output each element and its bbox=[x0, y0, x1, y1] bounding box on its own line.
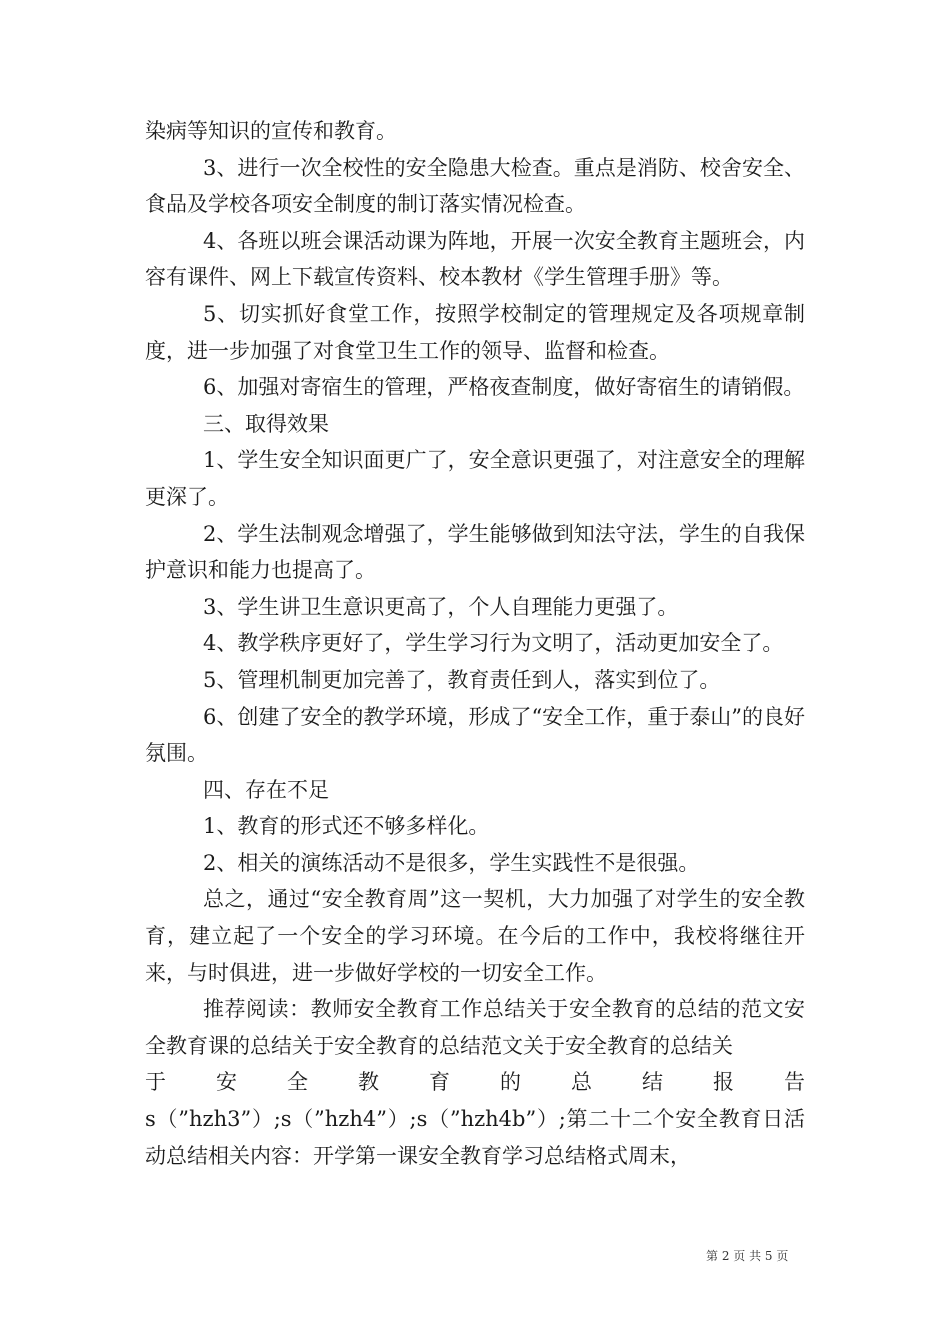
paragraph: 4、各班以班会课活动课为阵地，开展一次安全教育主题班会，内容有课件、网上下载宣传资料、校本教材《学生管理手册》等。 bbox=[145, 228, 805, 290]
recommended-reading-tail: s（”hzh3”）;s（”hzh4”）;s（”hzh4b”）;第二十二个安全教育日活动总结相关内容：开学第一课安全教育学习总结格式周末， bbox=[145, 1107, 805, 1168]
paragraph: 5、管理机制更加完善了，教育责任到人，落实到位了。 bbox=[203, 667, 721, 692]
paragraph: 1、教育的形式还不够多样化。 bbox=[203, 814, 490, 839]
paragraph: 染病等知识的宣传和教育。 bbox=[145, 119, 397, 143]
paragraph: 6、加强对寄宿生的管理，严格夜查制度，做好寄宿生的请销假。 bbox=[203, 375, 805, 400]
page-number-footer: 第 2 页 共 5 页 bbox=[706, 1249, 789, 1263]
section-heading: 三、取得效果 bbox=[203, 411, 329, 436]
paragraph: 3、进行一次全校性的安全隐患大检查。重点是消防、校舍安全、食品及学校各项安全制度的制订落实情况检查。 bbox=[145, 155, 805, 217]
paragraph: 总之，通过“安全教育周”这一契机，大力加强了对学生的安全教育，建立起了一个安全的学习环境。在今后的工作中，我校将继往开来，与时俱进，进一步做好学校的一切安全工作。 bbox=[145, 887, 805, 985]
paragraph: 5、切实抓好食堂工作，按照学校制定的管理规定及各项规章制度，进一步加强了对食堂卫生工作的领导、监督和检查。 bbox=[145, 301, 805, 363]
paragraph: 2、学生法制观念增强了，学生能够做到知法守法，学生的自我保护意识和能力也提高了。 bbox=[145, 521, 805, 583]
paragraph: 4、教学秩序更好了，学生学习行为文明了，活动更加安全了。 bbox=[203, 631, 784, 656]
body-text bbox=[145, 113, 805, 1174]
paragraph: 2、相关的演练活动不是很多，学生实践性不是很强。 bbox=[203, 850, 700, 875]
recommended-reading: 推荐阅读：教师安全教育工作总结关于安全教育的总结的范文安全教育课的总结关于安全教育的总结范文关于安全教育的总结关 bbox=[145, 997, 805, 1058]
section-heading: 四、存在不足 bbox=[203, 777, 329, 802]
recommended-reading-line: 于安全教育的总结报告 bbox=[145, 1070, 805, 1095]
paragraph: 1、学生安全知识面更广了，安全意识更强了，对注意安全的理解更深了。 bbox=[145, 448, 805, 509]
paragraph: 3、学生讲卫生意识更高了，个人自理能力更强了。 bbox=[203, 594, 679, 619]
paragraph: 6、创建了安全的教学环境，形成了“安全工作，重于泰山”的良好氛围。 bbox=[145, 704, 805, 766]
